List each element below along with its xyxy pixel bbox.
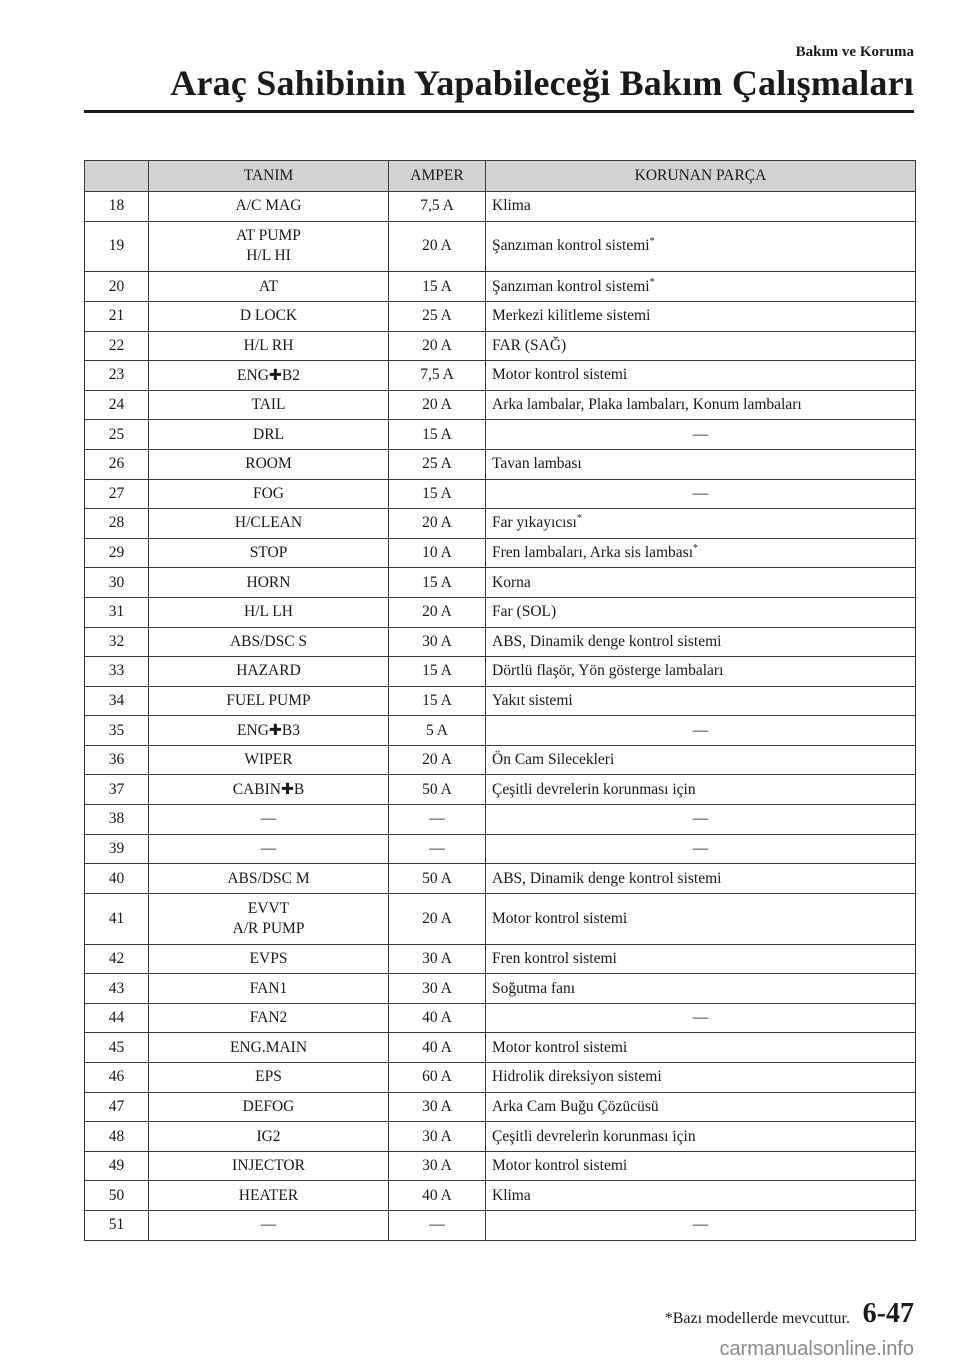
fuse-number-cell: 29 (85, 538, 149, 568)
fuse-name-cell (149, 479, 389, 509)
protected-part-cell (486, 1122, 916, 1152)
fuse-number-cell: 40 (85, 864, 149, 894)
fuse-name-cell (149, 745, 389, 775)
protected-part-text: ― (692, 425, 709, 443)
protected-part-text: Yakıt sistemi (492, 692, 573, 709)
fuse-ampere-cell: 10 A (389, 538, 486, 568)
fuse-ampere-cell: 20 A (389, 390, 486, 420)
fuse-name-cell (149, 221, 389, 272)
table-row (85, 509, 916, 539)
protected-part-text: ABS, Dinamik denge kontrol sistemi (492, 869, 722, 887)
optional-asterisk: * (649, 276, 655, 288)
footnote: *Bazı modellerde mevcuttur. (664, 1310, 850, 1327)
header-cell-ampere: AMPER (389, 161, 486, 192)
fuse-number-cell: 37 (85, 775, 149, 805)
fuse-name-cell (149, 1003, 389, 1033)
fuse-number-cell: 31 (85, 597, 149, 627)
fuse-ampere-cell: 20 A (389, 331, 486, 361)
fuse-name-line: WIPER (244, 751, 293, 769)
fuse-ampere-cell: 40 A (389, 1033, 486, 1063)
protected-part-cell (486, 805, 916, 835)
fuse-table (84, 160, 916, 1241)
page-title: Araç Sahibinin Yapabileceği Bakım Çalışmaları (170, 63, 914, 103)
protected-part-cell (486, 1211, 916, 1241)
fuse-ampere-cell: 20 A (389, 221, 486, 272)
table-row (85, 745, 916, 775)
fuse-name-line: EVVT (247, 899, 290, 917)
fuse-ampere-cell: ― (389, 834, 486, 864)
fuse-name-line: FUEL PUMP (226, 692, 311, 709)
fuse-name-line: ENG✚B2 (237, 366, 300, 384)
protected-part-text: Motor kontrol sistemi (492, 366, 628, 384)
protected-part-text: Tavan lambası (492, 455, 582, 473)
fuse-name-cell (149, 1063, 389, 1093)
protected-part-text: Arka Cam Buğu Çözücüsü (492, 1097, 659, 1115)
fuse-name-cell (149, 974, 389, 1004)
protected-part-cell (486, 538, 916, 568)
protected-part-text: Motor kontrol sistemi (492, 909, 628, 927)
protected-part-text: Motor kontrol sistemi (492, 1038, 628, 1056)
optional-asterisk: * (576, 513, 582, 525)
table-row (85, 597, 916, 627)
fuse-name-line: FOG (252, 484, 284, 502)
protected-part-text: Motor kontrol sistemi (492, 1157, 628, 1175)
fuse-name-cell (149, 893, 389, 944)
fuse-name-cell (149, 568, 389, 598)
fuse-name-line: INJECTOR (232, 1157, 305, 1175)
fuse-name-cell (149, 1122, 389, 1152)
protected-part-text: Ön Cam Silecekleri (492, 751, 615, 769)
fuse-table-body (85, 192, 916, 1241)
fuse-number-cell: 22 (85, 331, 149, 361)
fuse-name-line: H/L RH (243, 336, 294, 354)
protected-part-cell (486, 1063, 916, 1093)
table-row (85, 1063, 916, 1093)
watermark-text: carmanualsonline.info (719, 1338, 914, 1360)
fuse-ampere-cell: 7,5 A (389, 192, 486, 222)
fuse-number-cell: 18 (85, 192, 149, 222)
fuse-number-cell: 39 (85, 834, 149, 864)
fuse-name-line: A/R PUMP (232, 919, 305, 937)
fuse-name-line: HORN (246, 573, 291, 591)
protected-part-cell (486, 449, 916, 479)
protected-part-text: ― (692, 839, 709, 857)
fuse-ampere-cell: 20 A (389, 597, 486, 627)
protected-part-cell (486, 686, 916, 716)
protected-part-text: Korna (492, 573, 531, 591)
protected-part-text: Klima (492, 1186, 531, 1204)
table-row (85, 805, 916, 835)
protected-part-cell (486, 864, 916, 894)
fuse-ampere-cell: 15 A (389, 686, 486, 716)
protected-part-cell (486, 221, 916, 272)
protected-part-cell (486, 597, 916, 627)
optional-asterisk: * (693, 542, 699, 554)
fuse-ampere-cell: 30 A (389, 974, 486, 1004)
fuse-name-cell (149, 390, 389, 420)
protected-part-text: Arka lambalar, Plaka lambaları, Konum lambaları (492, 396, 802, 414)
protected-part-cell (486, 192, 916, 222)
table-row (85, 1092, 916, 1122)
table-row (85, 272, 916, 302)
fuse-ampere-cell: 40 A (389, 1003, 486, 1033)
table-row (85, 221, 916, 272)
table-row (85, 420, 916, 450)
fuse-number-cell: 38 (85, 805, 149, 835)
fuse-name-line: CABIN✚B (232, 781, 305, 799)
fuse-ampere-cell: 30 A (389, 1122, 486, 1152)
table-row (85, 568, 916, 598)
fuse-name-cell (149, 627, 389, 657)
protected-part-cell (486, 390, 916, 420)
protected-part-cell (486, 568, 916, 598)
protected-part-cell (486, 331, 916, 361)
protected-part-text: Hidrolik direksiyon sistemi (492, 1068, 662, 1086)
fuse-name-line: ABS/DSC S (229, 632, 308, 650)
table-row (85, 479, 916, 509)
protected-part-cell (486, 944, 916, 974)
fuse-ampere-cell: 20 A (389, 893, 486, 944)
fuse-name-cell (149, 1181, 389, 1211)
fuse-name-cell (149, 449, 389, 479)
protected-part-text: ― (692, 1009, 709, 1027)
fuse-number-cell: 20 (85, 272, 149, 302)
fuse-ampere-cell: 50 A (389, 775, 486, 805)
fuse-name-cell (149, 361, 389, 391)
fuse-name-line: STOP (249, 544, 288, 562)
table-row (85, 361, 916, 391)
header-cell-protected-part: KORUNAN PARÇA (486, 161, 916, 192)
fuse-number-cell: 51 (85, 1211, 149, 1241)
protected-part-cell (486, 627, 916, 657)
fuse-ampere-cell: 25 A (389, 449, 486, 479)
fuse-ampere-cell: 15 A (389, 272, 486, 302)
fuse-number-cell: 32 (85, 627, 149, 657)
table-row (85, 834, 916, 864)
fuse-name-line: EVPS (249, 949, 288, 967)
fuse-number-cell: 25 (85, 420, 149, 450)
fuse-number-cell: 26 (85, 449, 149, 479)
fuse-ampere-cell: 20 A (389, 745, 486, 775)
fuse-name-line: FAN1 (249, 979, 288, 997)
protected-part-text: ― (692, 484, 709, 502)
table-row (85, 657, 916, 687)
table-row (85, 192, 916, 222)
fuse-name-cell (149, 775, 389, 805)
fuse-ampere-cell: 50 A (389, 864, 486, 894)
fuse-name-line: ENG.MAIN (229, 1038, 308, 1056)
protected-part-cell (486, 1151, 916, 1181)
fuse-name-line: ― (260, 810, 277, 828)
table-row (85, 944, 916, 974)
protected-part-text: Dörtlü flaşör, Yön gösterge lambaları (492, 662, 724, 680)
table-row (85, 686, 916, 716)
protected-part-text: Klima (492, 197, 531, 215)
protected-part-cell (486, 361, 916, 391)
protected-part-text: Soğutma fanı (492, 979, 576, 997)
page-number: 6-47 (862, 1298, 914, 1329)
header-cell-description: TANIM (149, 161, 389, 192)
protected-part-cell (486, 1181, 916, 1211)
fuse-number-cell: 19 (85, 221, 149, 272)
fuse-number-cell: 49 (85, 1151, 149, 1181)
fuse-ampere-cell: 30 A (389, 1092, 486, 1122)
fuse-name-cell (149, 192, 389, 222)
protected-part-text: Şanzıman kontrol sistemi (492, 237, 650, 255)
fuse-name-line: TAIL (251, 396, 286, 414)
fuse-ampere-cell: 25 A (389, 301, 486, 331)
table-row (85, 1181, 916, 1211)
fuse-number-cell: 42 (85, 944, 149, 974)
fuse-number-cell: 21 (85, 301, 149, 331)
fuse-ampere-cell: 5 A (389, 716, 486, 746)
fuse-number-cell: 48 (85, 1122, 149, 1152)
fuse-name-line: A/C MAG (235, 197, 302, 215)
fuse-ampere-cell: 30 A (389, 1151, 486, 1181)
protected-part-text: ABS, Dinamik denge kontrol sistemi (492, 632, 722, 650)
protected-part-text: Fren kontrol sistemi (492, 949, 617, 967)
fuse-name-line: H/L LH (244, 603, 293, 621)
fuse-name-line: D LOCK (239, 307, 298, 325)
table-row (85, 301, 916, 331)
fuse-name-cell (149, 1033, 389, 1063)
fuse-number-cell: 43 (85, 974, 149, 1004)
fuse-name-cell (149, 716, 389, 746)
fuse-name-line: ― (260, 1216, 277, 1234)
table-row (85, 449, 916, 479)
fuse-name-cell (149, 805, 389, 835)
table-row (85, 627, 916, 657)
fuse-ampere-cell: 30 A (389, 627, 486, 657)
fuse-number-cell: 33 (85, 657, 149, 687)
fuse-name-cell (149, 657, 389, 687)
fuse-name-cell (149, 834, 389, 864)
protected-part-text: ― (692, 810, 709, 828)
table-row (85, 716, 916, 746)
protected-part-text: ― (692, 1216, 709, 1234)
fuse-name-cell (149, 944, 389, 974)
fuse-name-cell (149, 686, 389, 716)
table-row (85, 1033, 916, 1063)
header-cell-number (85, 161, 149, 192)
protected-part-cell (486, 301, 916, 331)
fuse-name-line: ― (260, 839, 277, 857)
fuse-name-cell (149, 597, 389, 627)
section-label: Bakım ve Koruma (795, 44, 914, 60)
fuse-number-cell: 41 (85, 893, 149, 944)
fuse-name-line: DEFOG (242, 1097, 295, 1115)
protected-part-text: Çeşitli devrelerin korunması için (492, 780, 696, 798)
fuse-name-line: DRL (253, 425, 284, 443)
fuse-name-cell (149, 1211, 389, 1241)
fuse-name-cell (149, 272, 389, 302)
protected-part-cell (486, 509, 916, 539)
fuse-name-cell (149, 1092, 389, 1122)
fuse-name-cell (149, 420, 389, 450)
protected-part-cell (486, 657, 916, 687)
fuse-name-line: H/CLEAN (234, 514, 303, 532)
fuse-ampere-cell: 60 A (389, 1063, 486, 1093)
optional-asterisk: * (649, 236, 655, 248)
fuse-number-cell: 24 (85, 390, 149, 420)
fuse-number-cell: 47 (85, 1092, 149, 1122)
fuse-ampere-cell: ― (389, 1211, 486, 1241)
table-header-row (85, 161, 916, 192)
table-row (85, 1151, 916, 1181)
table-row (85, 864, 916, 894)
fuse-name-line: AT PUMP (236, 227, 301, 245)
protected-part-cell (486, 745, 916, 775)
protected-part-text: FAR (SAĞ) (492, 336, 567, 354)
fuse-ampere-cell: 15 A (389, 657, 486, 687)
fuse-ampere-cell: 15 A (389, 479, 486, 509)
protected-part-text: ― (692, 721, 709, 739)
fuse-number-cell: 27 (85, 479, 149, 509)
fuse-ampere-cell: 20 A (389, 509, 486, 539)
table-row (85, 390, 916, 420)
fuse-name-line: HEATER (238, 1186, 299, 1204)
fuse-ampere-cell: 30 A (389, 944, 486, 974)
fuse-number-cell: 35 (85, 716, 149, 746)
fuse-name-line: IG2 (256, 1127, 281, 1145)
protected-part-cell (486, 420, 916, 450)
protected-part-text: Şanzıman kontrol sistemi (492, 277, 650, 295)
fuse-number-cell: 45 (85, 1033, 149, 1063)
protected-part-cell (486, 1003, 916, 1033)
fuse-ampere-cell: ― (389, 805, 486, 835)
fuse-ampere-cell: 15 A (389, 420, 486, 450)
fuse-ampere-cell: 7,5 A (389, 361, 486, 391)
fuse-number-cell: 36 (85, 745, 149, 775)
fuse-number-cell: 46 (85, 1063, 149, 1093)
protected-part-cell (486, 893, 916, 944)
protected-part-cell (486, 834, 916, 864)
protected-part-text: Çeşitli devrelerin korunması için (492, 1127, 696, 1145)
protected-part-text: Fren lambaları, Arka sis lambası (492, 544, 694, 562)
fuse-number-cell: 23 (85, 361, 149, 391)
table-row (85, 974, 916, 1004)
fuse-ampere-cell: 15 A (389, 568, 486, 598)
protected-part-text: Far (SOL) (492, 603, 557, 621)
fuse-name-line: EPS (255, 1068, 282, 1086)
fuse-name-line: ENG✚B3 (237, 722, 300, 740)
fuse-name-cell (149, 331, 389, 361)
fuse-name-line: ABS/DSC M (227, 869, 310, 887)
fuse-ampere-cell: 40 A (389, 1181, 486, 1211)
protected-part-cell (486, 479, 916, 509)
fuse-name-cell (149, 509, 389, 539)
fuse-name-line: FAN2 (249, 1009, 288, 1027)
protected-part-cell (486, 1033, 916, 1063)
table-row (85, 1211, 916, 1241)
header-divider (84, 110, 914, 113)
table-row (85, 775, 916, 805)
fuse-number-cell: 50 (85, 1181, 149, 1211)
fuse-number-cell: 44 (85, 1003, 149, 1033)
fuse-name-cell (149, 1151, 389, 1181)
protected-part-cell (486, 716, 916, 746)
protected-part-cell (486, 272, 916, 302)
table-row (85, 1122, 916, 1152)
table-row (85, 538, 916, 568)
fuse-name-cell (149, 301, 389, 331)
fuse-number-cell: 30 (85, 568, 149, 598)
fuse-name-cell (149, 864, 389, 894)
protected-part-cell (486, 775, 916, 805)
protected-part-cell (486, 1092, 916, 1122)
fuse-name-line: ROOM (245, 455, 292, 473)
table-row (85, 331, 916, 361)
fuse-name-line: H/L HI (246, 247, 291, 265)
protected-part-text: Merkezi kilitleme sistemi (492, 307, 651, 325)
protected-part-cell (486, 974, 916, 1004)
table-row (85, 1003, 916, 1033)
table-row (85, 893, 916, 944)
fuse-number-cell: 34 (85, 686, 149, 716)
fuse-name-line: HAZARD (236, 662, 301, 680)
fuse-name-cell (149, 538, 389, 568)
fuse-name-line: AT (259, 277, 278, 295)
protected-part-text: Far yıkayıcısı (492, 514, 577, 532)
fuse-number-cell: 28 (85, 509, 149, 539)
